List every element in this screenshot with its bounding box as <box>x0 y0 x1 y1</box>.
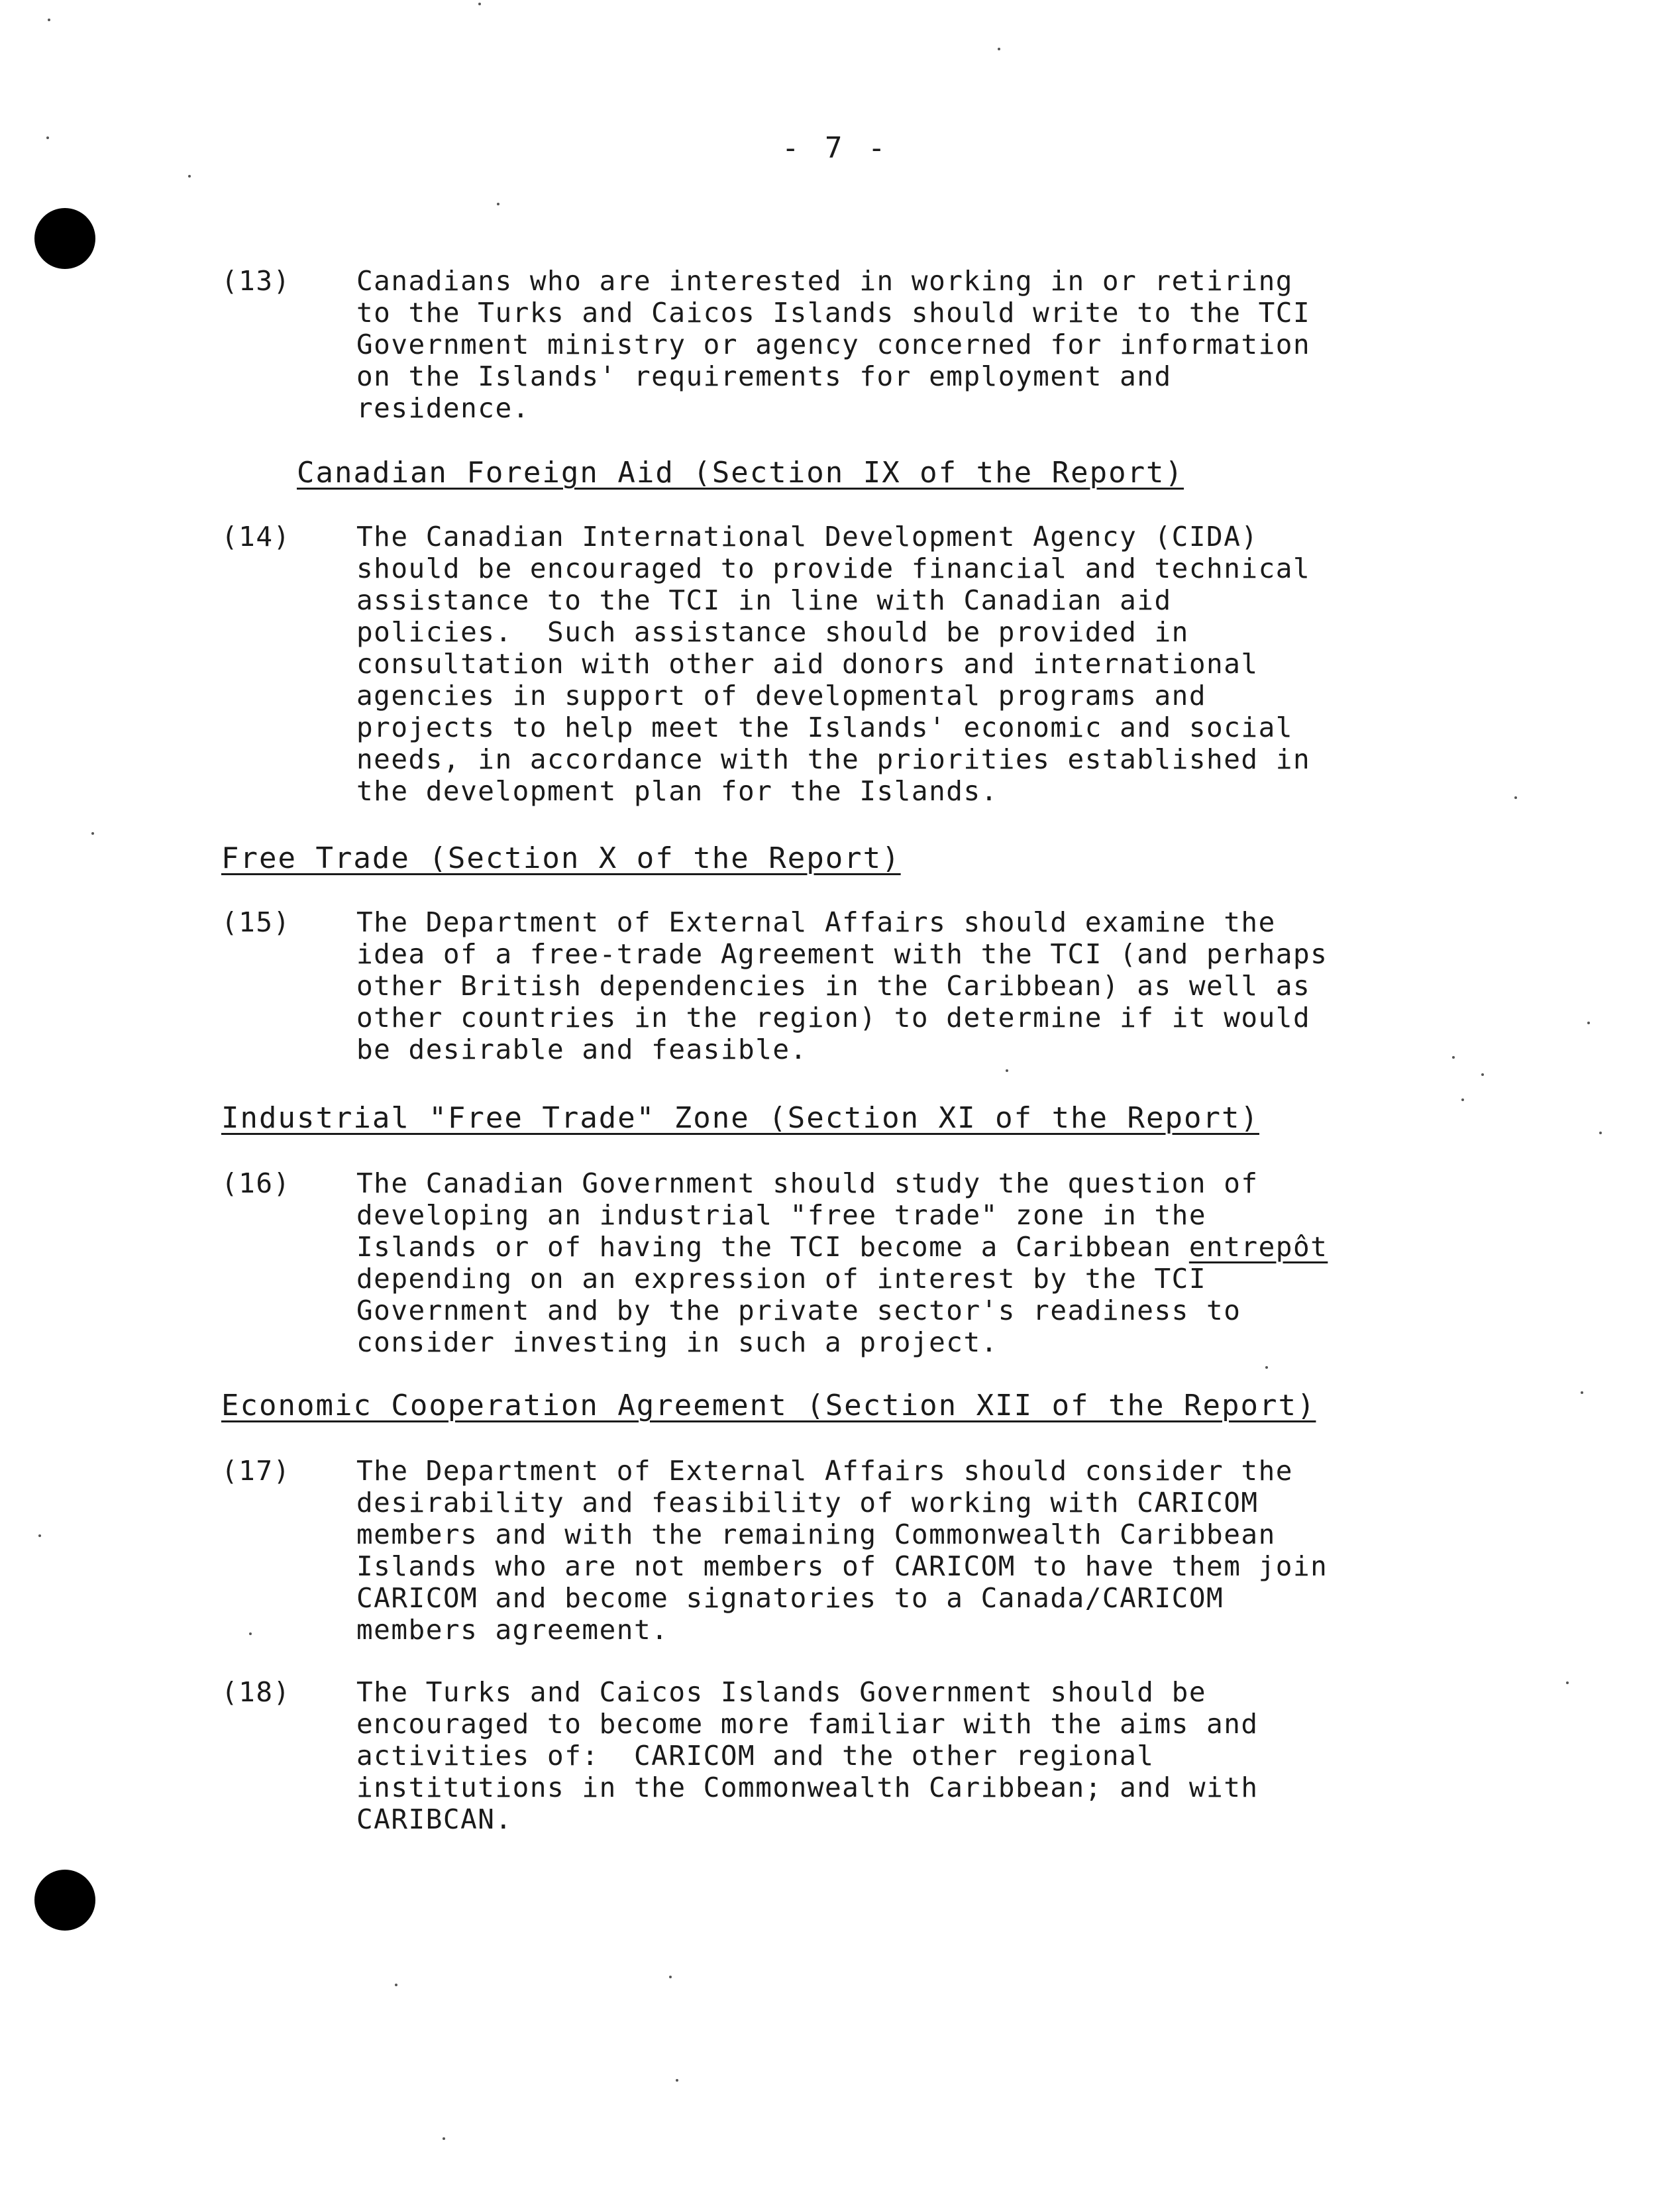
scan-speck <box>46 136 49 139</box>
text-line: CARIBCAN. <box>356 1803 513 1835</box>
scan-speck <box>998 48 1000 50</box>
scan-speck <box>48 19 50 21</box>
text-line: be desirable and feasible. <box>356 1034 808 1065</box>
text-line-start: Islands or of having the TCI become a Caribbean <box>356 1231 1189 1263</box>
text-line: The Department of External Affairs should examine the <box>356 906 1276 938</box>
scan-speck <box>1599 1132 1602 1134</box>
item-text <box>356 521 1310 807</box>
scan-speck <box>669 1976 672 1978</box>
scan-speck <box>443 2137 445 2140</box>
text-line: depending on an expression of interest by the TCI <box>356 1263 1207 1295</box>
scan-speck <box>676 2079 678 2082</box>
item-text <box>356 906 1328 1065</box>
text-line: activities of: CARICOM and the other regional <box>356 1740 1155 1772</box>
scan-speck <box>188 175 191 178</box>
scan-speck <box>1566 1681 1569 1684</box>
scan-speck <box>1481 1073 1484 1076</box>
item-number: (14) <box>221 521 291 553</box>
page-number: - 7 - <box>782 131 890 165</box>
text-line: other British dependencies in the Caribbean) as well as <box>356 970 1311 1002</box>
text-line: The Canadian Government should study the question of <box>356 1167 1259 1199</box>
scan-speck <box>91 832 94 835</box>
text-line: consultation with other aid donors and international <box>356 648 1259 680</box>
text-line: desirability and feasibility of working with CARICOM <box>356 1487 1259 1519</box>
scan-speck <box>1006 1069 1008 1072</box>
text-line: consider investing in such a project. <box>356 1326 998 1358</box>
punch-hole-top <box>34 208 95 269</box>
text-line: needs, in accordance with the priorities established in <box>356 743 1311 775</box>
item-text <box>356 1455 1328 1646</box>
item-number: (15) <box>221 906 291 938</box>
text-line: encouraged to become more familiar with the aims and <box>356 1708 1259 1740</box>
text-line: The Turks and Caicos Islands Government should be <box>356 1676 1207 1708</box>
text-line: The Department of External Affairs should consider the <box>356 1455 1293 1487</box>
text-line <box>356 1231 1328 1263</box>
item-text <box>356 1676 1259 1835</box>
punch-hole-bottom <box>34 1870 95 1931</box>
text-line: other countries in the region) to determine if it would <box>356 1002 1311 1034</box>
item-number: (18) <box>221 1676 291 1708</box>
item-number: (13) <box>221 265 291 297</box>
text-line: residence. <box>356 392 530 424</box>
section-heading-industrial-zone: Industrial "Free Trade" Zone (Section XI of the Report) <box>221 1101 1259 1135</box>
text-line: CARICOM and become signatories to a Canada/CARICOM <box>356 1582 1224 1614</box>
text-line: institutions in the Commonwealth Caribbean; and with <box>356 1772 1259 1803</box>
text-line: assistance to the TCI in line with Canadian aid <box>356 584 1172 616</box>
scan-speck <box>478 3 481 5</box>
text-line: The Canadian International Development Agency (CIDA) <box>356 521 1259 553</box>
scan-speck <box>1581 1391 1583 1394</box>
scan-speck <box>1587 1022 1590 1024</box>
text-line: policies. Such assistance should be provided in <box>356 616 1189 648</box>
text-line: Government ministry or agency concerned for information <box>356 329 1311 360</box>
text-line: agencies in support of developmental programs and <box>356 680 1207 712</box>
text-line: members agreement. <box>356 1614 669 1646</box>
scan-speck <box>1461 1098 1464 1101</box>
item-text <box>356 265 1310 424</box>
text-line: Islands who are not members of CARICOM to have them join <box>356 1550 1328 1582</box>
item-text <box>356 1167 1328 1358</box>
text-line: Canadians who are interested in working in or retiring <box>356 265 1293 297</box>
text-line: developing an industrial "free trade" zone in the <box>356 1199 1207 1231</box>
item-number: (17) <box>221 1455 291 1487</box>
scan-speck <box>395 1984 397 1986</box>
text-line: on the Islands' requirements for employment and <box>356 360 1172 392</box>
scan-speck <box>38 1534 41 1537</box>
text-line: members and with the remaining Commonwealth Caribbean <box>356 1519 1276 1550</box>
item-number: (16) <box>221 1167 291 1199</box>
text-line: should be encouraged to provide financial and technical <box>356 553 1311 584</box>
text-line: idea of a free-trade Agreement with the TCI (and perhaps <box>356 938 1328 970</box>
scan-speck <box>249 1632 252 1635</box>
section-heading-economic-cooperation: Economic Cooperation Agreement (Section XII of the Report) <box>221 1389 1316 1422</box>
text-line: projects to help meet the Islands' economic and social <box>356 712 1293 743</box>
underlined-word-entrepot: entrepôt <box>1188 1231 1328 1263</box>
section-heading-free-trade: Free Trade (Section X of the Report) <box>221 841 901 875</box>
scan-speck <box>497 203 499 205</box>
scan-speck <box>1452 1056 1455 1059</box>
scan-speck <box>1514 796 1517 799</box>
section-heading-foreign-aid: Canadian Foreign Aid (Section IX of the Report) <box>297 456 1184 490</box>
scan-speck <box>1265 1366 1268 1369</box>
text-line: Government and by the private sector's readiness to <box>356 1295 1241 1326</box>
text-line: the development plan for the Islands. <box>356 775 998 807</box>
text-line: to the Turks and Caicos Islands should write to the TCI <box>356 297 1311 329</box>
